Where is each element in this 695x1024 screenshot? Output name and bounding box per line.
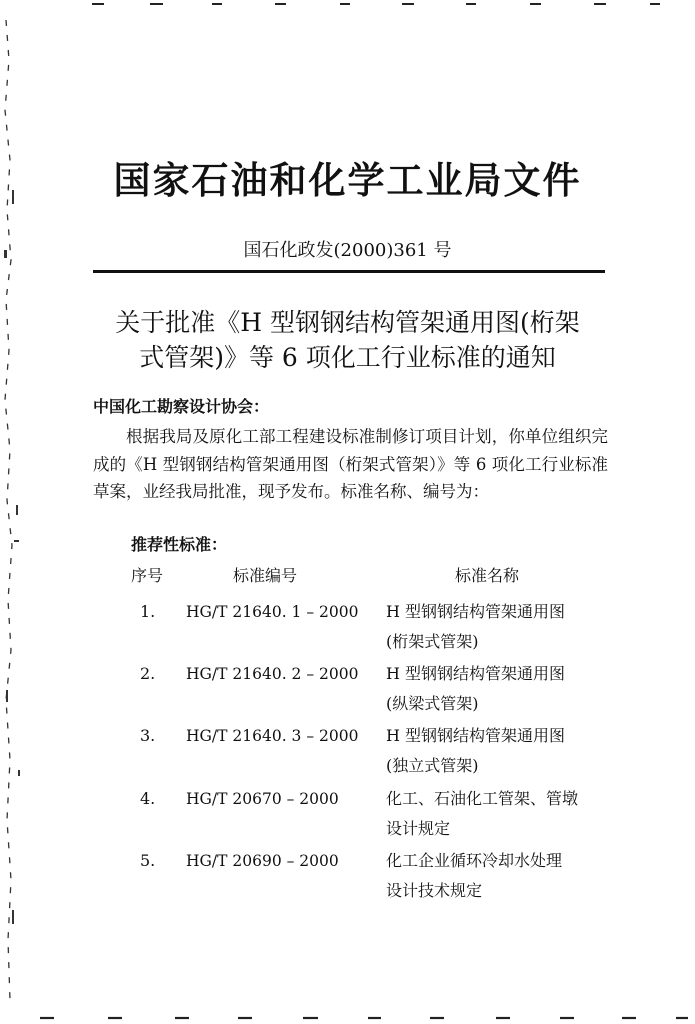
- standard-row: [0, 721, 695, 783]
- standard-name-line2: (纵梁式管架): [386, 694, 479, 713]
- standard-name-line1: 化工企业循环冷却水处理: [386, 851, 563, 870]
- standard-name: [386, 784, 611, 844]
- standard-name: [386, 846, 611, 906]
- column-header-code: 标准编号: [233, 566, 298, 585]
- row-number: 4.: [140, 789, 156, 808]
- standard-name-line2: (独立式管架): [386, 756, 479, 775]
- standard-code: HG/T 21640. 1 – 2000: [186, 603, 359, 621]
- standard-name-line1: H 型钢钢结构管架通用图: [386, 602, 566, 621]
- row-number: 2.: [140, 664, 156, 683]
- doc-number: 国石化政发(2000)361 号: [243, 240, 452, 261]
- standard-row: [0, 597, 695, 659]
- scan-bottom-edge: [0, 1012, 695, 1024]
- row-number: 3.: [140, 726, 156, 745]
- standard-name: [386, 659, 611, 719]
- column-header-name: 标准名称: [455, 566, 520, 585]
- standard-name-line2: 设计规定: [386, 819, 451, 838]
- column-header-no: 序号: [131, 566, 164, 585]
- standard-code: HG/T 21640. 2 – 2000: [186, 665, 359, 683]
- header-rule: [93, 270, 605, 273]
- notice-title-line1: 关于批准《H 型钢钢结构管架通用图(桁架: [115, 308, 580, 337]
- standard-name-line2: 设计技术规定: [386, 881, 483, 900]
- standard-row: [0, 659, 695, 721]
- standard-name: [386, 597, 611, 657]
- standard-code: HG/T 20670 – 2000: [186, 790, 339, 808]
- standard-name: [386, 721, 611, 781]
- notice-title: [60, 305, 635, 375]
- notice-title-line2: 式管架)》等 6 项化工行业标准的通知: [139, 343, 556, 372]
- standard-code: HG/T 20690 – 2000: [186, 852, 339, 870]
- scan-top-edge: [0, 0, 695, 14]
- row-number: 1.: [140, 602, 156, 621]
- standard-name-line1: 化工、石油化工管架、管墩: [386, 789, 579, 808]
- standard-code: HG/T 21640. 3 – 2000: [186, 727, 359, 745]
- body-paragraph: 根据我局及原化工部工程建设标准制修订项目计划，你单位组织完成的《H 型钢钢结构管架通用图（桁架式管架）》等 6 项化工行业标准草案，业经我局批准，现予发布。标准名称、编号为：: [93, 427, 608, 501]
- standard-name-line1: H 型钢钢结构管架通用图: [386, 726, 566, 745]
- standard-name-line2: (桁架式管架): [386, 632, 479, 651]
- standard-row: [0, 846, 695, 908]
- standard-name-line1: H 型钢钢结构管架通用图: [386, 664, 566, 683]
- row-number: 5.: [140, 851, 156, 870]
- org-title: 国家石油和化学工业局文件: [113, 159, 582, 202]
- standards-heading: 推荐性标准：: [131, 535, 228, 554]
- addressee: 中国化工勘察设计协会：: [93, 397, 270, 416]
- standard-row: [0, 784, 695, 846]
